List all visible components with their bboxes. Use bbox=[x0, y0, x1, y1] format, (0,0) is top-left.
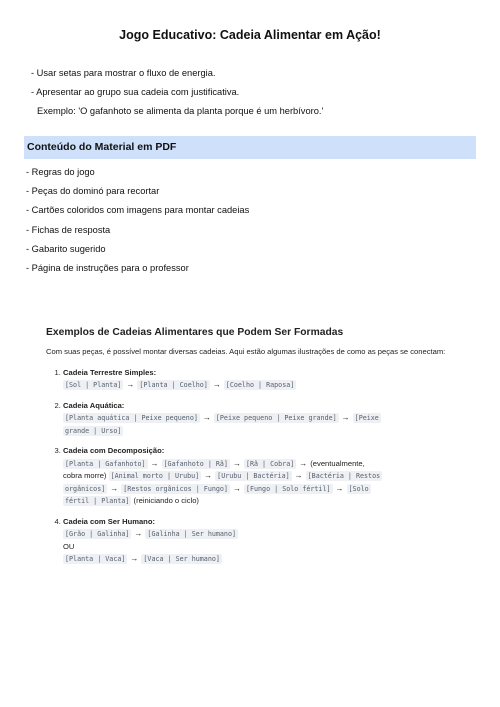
arrow-icon: → bbox=[126, 380, 135, 389]
chain-label: 1. Cadeia Terrestre Simples: bbox=[63, 367, 157, 377]
arrow-icon: → bbox=[212, 380, 221, 389]
arrow-icon: → bbox=[299, 458, 308, 468]
domino-piece: [Peixe pequeno | Peixe grande] bbox=[215, 414, 337, 422]
arrow-icon: → bbox=[341, 413, 350, 422]
domino-piece: [Rã | Cobra] bbox=[245, 459, 295, 468]
arrow-icon: → bbox=[232, 483, 241, 493]
chain-label: 4. Cadeia com Ser Humano: bbox=[63, 516, 155, 526]
domino-piece: [Planta | Gafanhoto] bbox=[65, 459, 146, 468]
chain-label: 3. Cadeia com Decomposição: bbox=[63, 446, 165, 455]
domino-piece: [Animal morto | Urubu] bbox=[110, 472, 200, 480]
arrow-icon: → bbox=[150, 458, 159, 468]
domino-piece: [Galinha | Ser humano] bbox=[147, 530, 236, 538]
domino-piece: orgânicos] bbox=[65, 484, 106, 493]
examples-heading: Exemplos de Cadeias Alimentares que Podem Ser Formadas bbox=[46, 327, 344, 338]
chain-pieces bbox=[63, 379, 446, 392]
or-text: OU bbox=[63, 541, 75, 551]
domino-piece: [Restos orgânicos | Fungo] bbox=[123, 484, 228, 493]
intro-example: Exemplo: 'O gafanhoto se alimenta da planta porque é um herbívoro.' bbox=[37, 106, 324, 116]
intro-line: - Usar setas para mostrar o fluxo de energia. bbox=[31, 68, 216, 78]
examples-section bbox=[46, 327, 446, 574]
arrow-icon: → bbox=[204, 471, 213, 480]
arrow-icon: → bbox=[110, 483, 119, 493]
domino-piece: fértil | Planta] bbox=[65, 497, 130, 505]
domino-piece: [Gafanhoto | Rã] bbox=[163, 459, 228, 468]
chain-item bbox=[63, 445, 446, 508]
domino-piece: [Planta | Coelho] bbox=[139, 381, 208, 389]
domino-piece: [Planta aquática | Peixe pequeno] bbox=[65, 414, 198, 422]
chain-note: cobra morre) bbox=[63, 471, 107, 480]
intro-line: - Apresentar ao grupo sua cadeia com justificativa. bbox=[31, 87, 240, 97]
chain-pieces bbox=[63, 528, 446, 566]
arrow-icon: → bbox=[130, 554, 139, 563]
arrow-icon: → bbox=[335, 483, 344, 493]
arrow-icon: → bbox=[294, 471, 303, 480]
material-list bbox=[26, 163, 249, 278]
chain-note: (reiniciando o ciclo) bbox=[133, 496, 199, 505]
chain-note: (eventualmente, bbox=[310, 458, 365, 468]
intro-section bbox=[31, 64, 323, 121]
chain-label: 2. Cadeia Aquática: bbox=[63, 400, 125, 410]
chain-pieces bbox=[63, 458, 446, 508]
domino-piece: [Solo bbox=[348, 484, 369, 493]
list-item: - Peças do dominó para recortar bbox=[26, 186, 160, 197]
domino-piece: [Planta | Vaca] bbox=[65, 555, 126, 563]
list-item: - Fichas de resposta bbox=[26, 224, 111, 235]
examples-intro: Com suas peças, é possível montar diversas cadeias. Aqui estão algumas ilustrações de como as peças se conectam: bbox=[46, 347, 446, 356]
domino-piece: [Coelho | Raposa] bbox=[225, 381, 295, 389]
domino-piece: [Sol | Planta] bbox=[65, 381, 122, 389]
chain-list bbox=[46, 367, 446, 566]
arrow-icon: → bbox=[232, 458, 241, 468]
domino-piece: [Bactéria | Restos bbox=[307, 472, 381, 480]
arrow-icon: → bbox=[134, 529, 143, 538]
chain-item bbox=[63, 516, 446, 566]
chain-pieces bbox=[63, 412, 446, 437]
domino-piece: grande | Urso] bbox=[65, 426, 122, 435]
list-item: - Cartões coloridos com imagens para montar cadeias bbox=[26, 205, 250, 216]
list-item: - Regras do jogo bbox=[26, 167, 95, 177]
list-item: - Página de instruções para o professor bbox=[26, 263, 189, 274]
domino-piece: [Peixe bbox=[354, 414, 379, 422]
domino-piece: [Fungo | Solo fértil] bbox=[245, 484, 331, 493]
material-heading: Conteúdo do Material em PDF bbox=[24, 136, 476, 159]
page-title: Jogo Educativo: Cadeia Alimentar em Ação! bbox=[119, 28, 381, 42]
domino-piece: [Grão | Galinha] bbox=[65, 530, 130, 538]
domino-piece: [Vaca | Ser humano] bbox=[143, 555, 220, 563]
list-item: - Gabarito sugerido bbox=[26, 243, 106, 254]
chain-item bbox=[63, 400, 446, 438]
arrow-icon: → bbox=[202, 413, 211, 422]
chain-item bbox=[63, 367, 446, 392]
domino-piece: [Urubu | Bactéria] bbox=[217, 472, 290, 480]
